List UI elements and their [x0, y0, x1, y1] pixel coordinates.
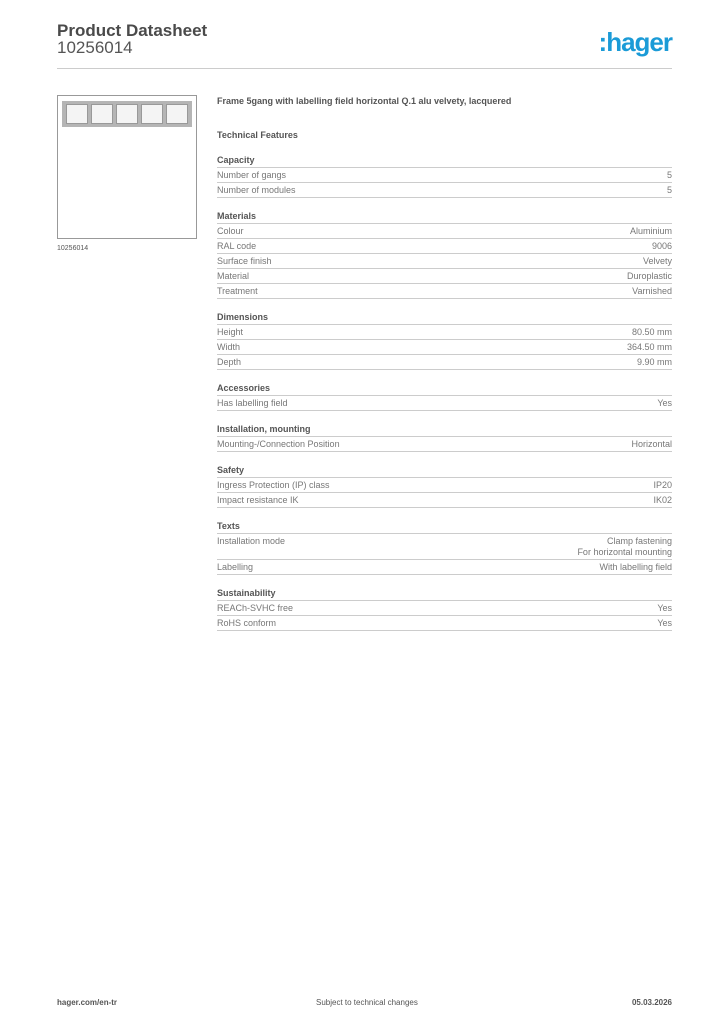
- row-value: Velvety: [642, 256, 672, 266]
- table-row: [217, 284, 672, 299]
- section-texts: [217, 521, 672, 575]
- row-value: Horizontal: [631, 439, 672, 449]
- table-row: [217, 239, 672, 254]
- table-row: [217, 168, 672, 183]
- section-capacity: [217, 155, 672, 198]
- technical-data: [217, 96, 672, 631]
- row-value: Clamp fastening For horizontal mounting: [577, 536, 672, 557]
- row-label: Material: [217, 271, 250, 281]
- section-title: Accessories: [217, 383, 672, 396]
- table-row: [217, 254, 672, 269]
- row-value: 364.50 mm: [626, 342, 672, 352]
- table-row: [217, 224, 672, 239]
- section-accessories: [217, 383, 672, 411]
- section-installation-mounting: [217, 424, 672, 452]
- table-row: [217, 437, 672, 452]
- table-row: [217, 493, 672, 508]
- row-value: Yes: [657, 603, 672, 613]
- row-value: IP20: [653, 480, 672, 490]
- frame-5gang-illustration: [62, 101, 192, 127]
- hager-logo: :hager: [598, 27, 672, 57]
- product-code: 10256014: [57, 38, 133, 57]
- row-label: Mounting-/Connection Position: [217, 439, 340, 449]
- row-label: Labelling: [217, 562, 254, 572]
- section-materials: [217, 211, 672, 299]
- section-title: Dimensions: [217, 312, 672, 325]
- table-row: [217, 355, 672, 370]
- row-label: Colour: [217, 226, 244, 236]
- row-label: Ingress Protection (IP) class: [217, 480, 330, 490]
- row-label: Width: [217, 342, 241, 352]
- row-value: Yes: [657, 398, 672, 408]
- row-label: RAL code: [217, 241, 257, 251]
- section-title: Sustainability: [217, 588, 672, 601]
- row-label: RoHS conform: [217, 618, 277, 628]
- table-row: [217, 534, 672, 560]
- table-row: [217, 560, 672, 575]
- table-row: [217, 396, 672, 411]
- row-value: With labelling field: [599, 562, 672, 572]
- product-image-label: 10256014: [57, 245, 89, 252]
- row-label: Has labelling field: [217, 398, 288, 408]
- table-row: [217, 340, 672, 355]
- product-description: Frame 5gang with labelling field horizontal Q.1 alu velvety, lacquered: [217, 96, 512, 106]
- table-row: [217, 325, 672, 340]
- row-label: Treatment: [217, 286, 258, 296]
- row-label: Surface finish: [217, 256, 272, 266]
- footer-website[interactable]: hager.com/en-tr: [57, 998, 118, 1007]
- row-value: Yes: [657, 618, 672, 628]
- section-title: Capacity: [217, 155, 672, 168]
- table-row: [217, 183, 672, 198]
- footer-notice: Subject to technical changes: [316, 998, 418, 1007]
- row-label: Number of modules: [217, 185, 296, 195]
- section-sustainability: [217, 588, 672, 631]
- feature-sections: [217, 155, 672, 631]
- section-title: Texts: [217, 521, 672, 534]
- technical-features-heading: Technical Features: [217, 130, 298, 140]
- row-value: 80.50 mm: [631, 327, 672, 337]
- section-title: Materials: [217, 211, 672, 224]
- row-value: Varnished: [632, 286, 672, 296]
- row-value: 5: [666, 170, 672, 180]
- row-value: Duroplastic: [626, 271, 672, 281]
- section-dimensions: [217, 312, 672, 370]
- table-row: [217, 478, 672, 493]
- header-divider: [57, 68, 672, 69]
- row-value: Aluminium: [629, 226, 672, 236]
- product-image: [57, 95, 197, 239]
- section-safety: [217, 465, 672, 508]
- row-value: IK02: [653, 495, 672, 505]
- row-value: 9006: [651, 241, 672, 251]
- section-title: Safety: [217, 465, 672, 478]
- table-row: [217, 601, 672, 616]
- table-row: [217, 269, 672, 284]
- footer-date: 05.03.2026: [631, 998, 672, 1007]
- table-row: [217, 616, 672, 631]
- row-label: REACh-SVHC free: [217, 603, 294, 613]
- row-label: Impact resistance IK: [217, 495, 299, 505]
- row-label: Depth: [217, 357, 242, 367]
- row-label: Height: [217, 327, 244, 337]
- row-value: 9.90 mm: [636, 357, 672, 367]
- page-title: Product Datasheet: [57, 21, 208, 40]
- row-value: 5: [666, 185, 672, 195]
- row-label: Installation mode: [217, 536, 286, 546]
- row-label: Number of gangs: [217, 170, 287, 180]
- section-title: Installation, mounting: [217, 424, 672, 437]
